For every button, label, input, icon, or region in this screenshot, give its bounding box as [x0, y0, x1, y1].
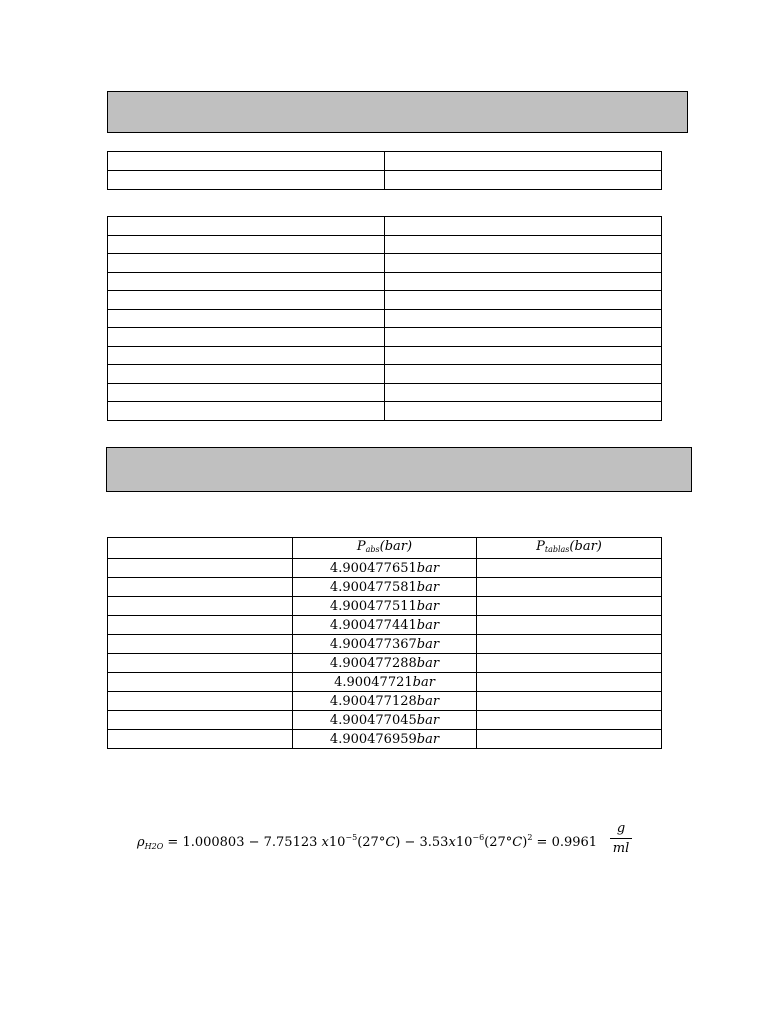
table-row [108, 152, 662, 171]
table-row [108, 272, 662, 291]
table-row [108, 402, 662, 421]
table-row [108, 328, 662, 347]
table-row [108, 673, 662, 692]
info-table-2 [107, 216, 662, 421]
header-cell-p-abs: $P_{abs}(bar)$ [293, 538, 477, 559]
row-label-cell [108, 654, 293, 673]
table-row [108, 217, 662, 236]
table-row [108, 346, 662, 365]
table-row [108, 654, 662, 673]
p-tablas-cell [477, 597, 662, 616]
table-row [108, 171, 662, 190]
p-abs-cell: 4.90047721bar [293, 673, 477, 692]
table-row [108, 559, 662, 578]
table-row [108, 365, 662, 384]
p-tablas-cell [477, 635, 662, 654]
table-row [108, 235, 662, 254]
p-abs-cell: 4.900477128bar [293, 692, 477, 711]
pressure-table [107, 537, 662, 749]
table-row [108, 616, 662, 635]
p-tablas-cell [477, 559, 662, 578]
row-label-cell [108, 711, 293, 730]
table-row [108, 309, 662, 328]
p-tablas-cell [477, 730, 662, 749]
table-row [108, 635, 662, 654]
header-cell-empty [108, 538, 293, 559]
p-tablas-cell [477, 578, 662, 597]
table-row [108, 730, 662, 749]
fraction-denominator: ml [612, 841, 630, 856]
density-formula [137, 820, 657, 862]
header-cell-p-tablas: $P_{tablas}(bar)$ [477, 538, 662, 559]
p-abs-cell: 4.900477288bar [293, 654, 477, 673]
table-header-row [108, 538, 662, 559]
section-header-bar-1 [107, 91, 688, 133]
table-row [108, 291, 662, 310]
fraction-numerator: g [610, 820, 632, 839]
p-abs-cell: 4.900477367bar [293, 635, 477, 654]
p-tablas-cell [477, 673, 662, 692]
row-label-cell [108, 578, 293, 597]
section-header-bar-2 [106, 447, 692, 492]
info-table-1 [107, 151, 662, 190]
row-label-cell [108, 730, 293, 749]
formula-expression: $\rho_{H2O} = 1.000803 - 7.75123$ $x10^{-5}(27^\circ C) - 3.53x10^{-6}(27^\circ C)^2 = 0.9961$ [137, 833, 598, 851]
table-row [108, 597, 662, 616]
table-row [108, 383, 662, 402]
p-abs-cell: 4.900477651bar [293, 559, 477, 578]
p-abs-cell: 4.900476959bar [293, 730, 477, 749]
formula-fraction [610, 820, 632, 857]
row-label-cell [108, 635, 293, 654]
row-label-cell [108, 673, 293, 692]
p-abs-cell: 4.900477045bar [293, 711, 477, 730]
table-row [108, 692, 662, 711]
row-label-cell [108, 597, 293, 616]
p-tablas-cell [477, 654, 662, 673]
table-row [108, 578, 662, 597]
table-row [108, 254, 662, 273]
row-label-cell [108, 616, 293, 635]
row-label-cell [108, 692, 293, 711]
p-abs-cell: 4.900477441bar [293, 616, 477, 635]
p-abs-cell: 4.900477581bar [293, 578, 477, 597]
p-tablas-cell [477, 692, 662, 711]
row-label-cell [108, 559, 293, 578]
p-abs-cell: 4.900477511bar [293, 597, 477, 616]
table-row [108, 711, 662, 730]
p-tablas-cell [477, 711, 662, 730]
p-tablas-cell [477, 616, 662, 635]
